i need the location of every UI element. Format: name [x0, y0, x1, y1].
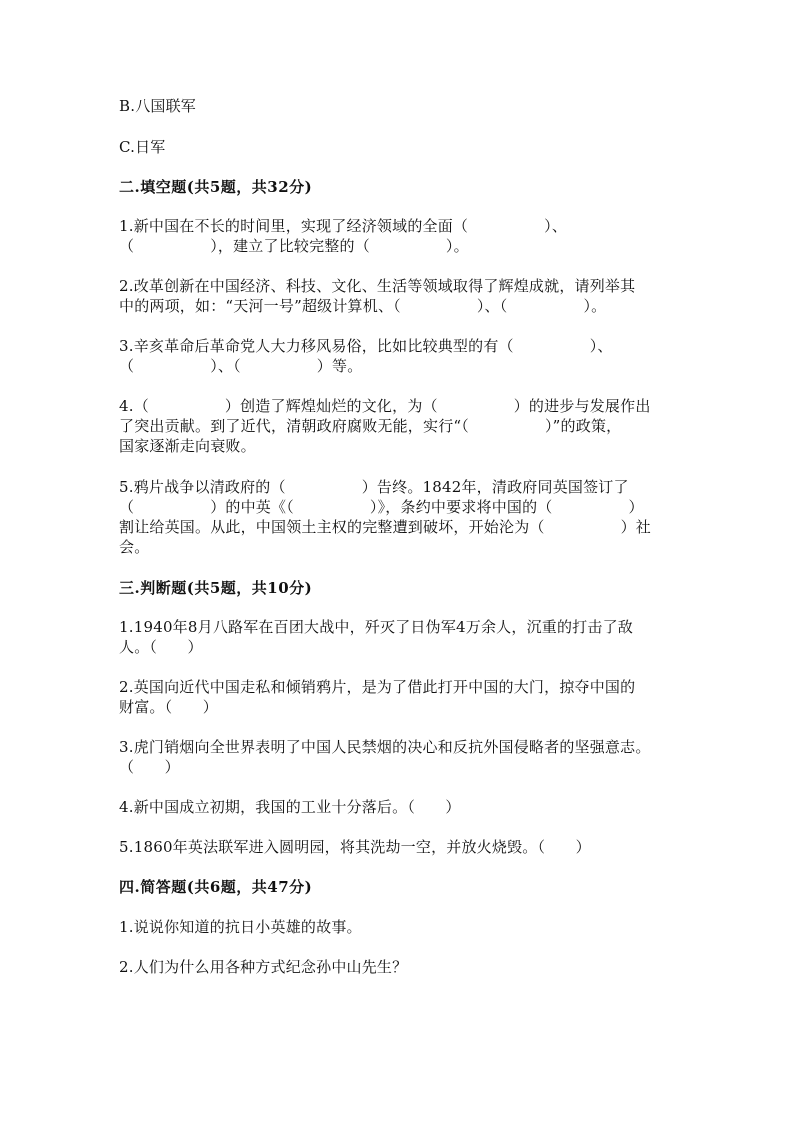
- question-text: 3.虎门销烟向全世界表明了中国人民禁烟的决心和反抗外国侵略者的坚强意志。: [119, 738, 651, 756]
- question-text: （ ）、（ ）等。: [119, 357, 363, 375]
- question-text: 中的两项，如：“天河一号”超级计算机、（ ）、（ ）。: [119, 297, 607, 315]
- question-text: 1.新中国在不长的时间里，实现了经济领域的全面（ ）、: [119, 217, 568, 235]
- option-c: C.日军: [119, 138, 166, 156]
- question-text: 1.说说你知道的抗日小英雄的故事。: [119, 918, 362, 936]
- question-text: 5.鸦片战争以清政府的（ ）告终。1842年，清政府同英国签订了: [119, 478, 629, 496]
- section-heading-true-false: 三.判断题(共5题，共10分): [119, 579, 313, 597]
- section-heading-short-answer: 四.简答题(共6题，共47分): [119, 878, 313, 896]
- question-text: 了突出贡献。到了近代，清朝政府腐败无能，实行“（ ）”的政策，: [119, 417, 622, 435]
- question-text: 3.辛亥革命后革命党人大力移风易俗，比如比较典型的有（ ）、: [119, 337, 613, 355]
- option-b: B.八国联军: [119, 97, 196, 115]
- question-text: 2.人们为什么用各种方式纪念孙中山先生？: [119, 958, 408, 976]
- question-text: 人。（ ）: [119, 638, 203, 656]
- question-text: （ ）: [119, 758, 180, 776]
- question-text: 国家逐渐走向衰败。: [119, 437, 256, 455]
- question-text: 5.1860年英法联军进入圆明园，将其洗劫一空，并放火烧毁。（ ）: [119, 838, 591, 856]
- question-text: 2.英国向近代中国走私和倾销鸦片，是为了借此打开中国的大门，掠夺中国的: [119, 678, 636, 696]
- question-text: 割让给英国。从此，中国领土主权的完整遭到破坏，开始沦为（ ）社: [119, 518, 652, 536]
- section-heading-fill-in: 二.填空题(共5题，共32分): [119, 178, 313, 196]
- question-text: （ ），建立了比较完整的（ ）。: [119, 237, 469, 255]
- question-text: 4.（ ）创造了辉煌灿烂的文化，为（ ）的进步与发展作出: [119, 397, 651, 415]
- question-text: 财富。（ ）: [119, 698, 218, 716]
- question-text: 会。: [119, 538, 150, 556]
- question-text: 1.1940年8月八路军在百团大战中，歼灭了日伪军4万余人，沉重的打击了敌: [119, 618, 633, 636]
- question-text: （ ）的中英《（ ）》，条约中要求将中国的（ ）: [119, 498, 644, 516]
- question-text: 4.新中国成立初期，我国的工业十分落后。（ ）: [119, 798, 461, 816]
- question-text: 2.改革创新在中国经济、科技、文化、生活等领域取得了辉煌成就，请列举其: [119, 277, 636, 295]
